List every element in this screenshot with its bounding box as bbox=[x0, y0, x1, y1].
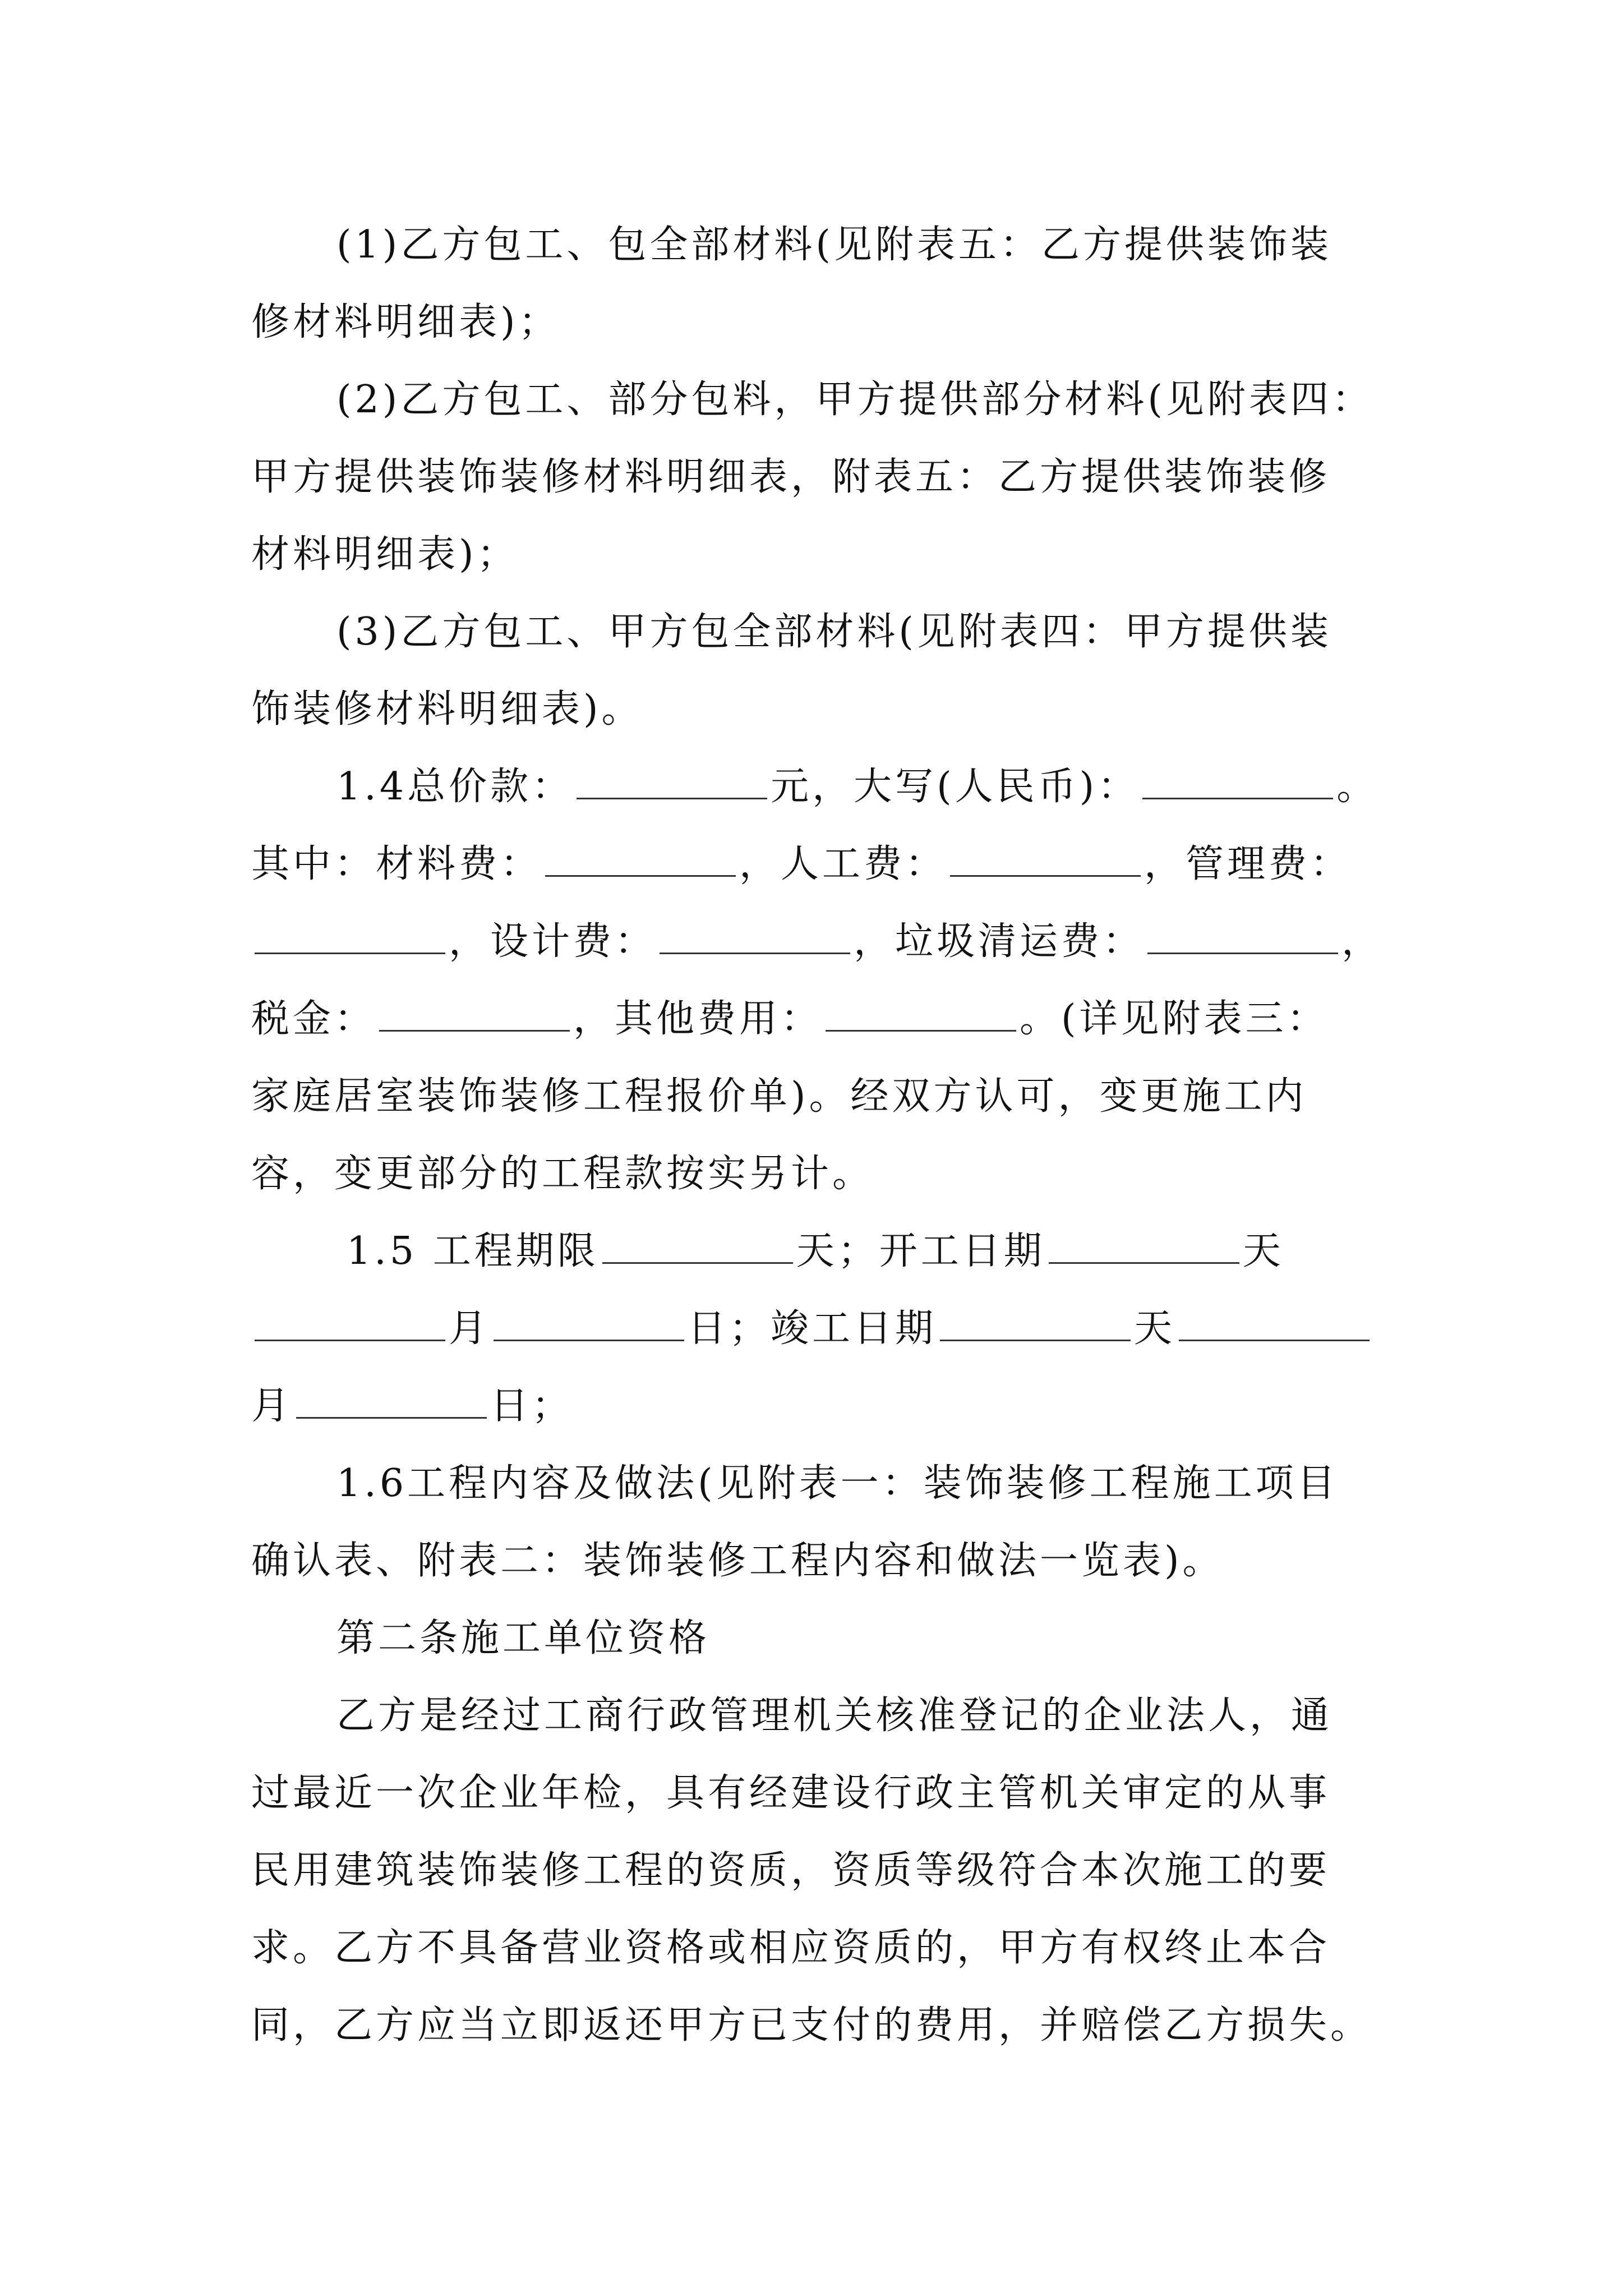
material-fee-blank[interactable] bbox=[545, 841, 736, 877]
content-line-2: 确认表、附表二：装饰装修工程内容和做法一览表)。 bbox=[251, 1539, 1224, 1583]
qualification-line-5: 同，乙方应当立即返还甲方已支付的费用，并赔偿乙方损失。 bbox=[251, 2003, 1372, 2047]
start-day-blank[interactable] bbox=[494, 1306, 684, 1341]
other-fee-blank[interactable] bbox=[826, 996, 1016, 1032]
clause-item-3-line-2: 饰装修材料明细表)。 bbox=[251, 687, 643, 731]
price-line-4: 税金： ，其他费用： 。(详见附表三： bbox=[251, 997, 1329, 1041]
clause-item-2-line-3: 材料明细表)； bbox=[251, 532, 519, 577]
price-line-5: 家庭居室装饰装修工程报价单)。经双方认可，变更施工内 bbox=[251, 1074, 1307, 1119]
price-label: 1.4总价款： bbox=[336, 765, 574, 809]
price-line-2: 其中：材料费： ，人工费： ，管理费： bbox=[251, 842, 1352, 886]
period-line-2: 月 日；竣工日期 天 bbox=[251, 1304, 1373, 1354]
labor-fee-blank[interactable] bbox=[950, 841, 1141, 877]
management-fee-blank[interactable] bbox=[255, 919, 445, 954]
qualification-line-4: 求。乙方不具备营业资格或相应资质的，甲方有权终止本合 bbox=[251, 1926, 1331, 1970]
price-line-1: 1.4总价款： 元，大写(人民币)： 。 bbox=[336, 765, 1378, 809]
clause-item-1-line-2: 修材料明细表)； bbox=[251, 300, 560, 344]
clause-item-3-line-1: (3)乙方包工、甲方包全部材料(见附表四：甲方提供装 bbox=[336, 610, 1332, 654]
clause-item-1-line-1: (1)乙方包工、包全部材料(见附表五：乙方提供装饰装 bbox=[336, 223, 1332, 267]
price-capital-label: 元，大写(人民币)： bbox=[771, 765, 1140, 809]
end-year-blank[interactable] bbox=[940, 1306, 1131, 1341]
total-price-blank[interactable] bbox=[577, 764, 767, 799]
capital-amount-blank[interactable] bbox=[1142, 764, 1333, 799]
duration-days-blank[interactable] bbox=[602, 1228, 793, 1264]
waste-removal-fee-blank[interactable] bbox=[1147, 919, 1338, 954]
qualification-line-3: 民用建筑装饰装修工程的资质，资质等级符合本次施工的要 bbox=[251, 1848, 1331, 1893]
design-fee-blank[interactable] bbox=[660, 919, 850, 954]
clause-item-2-line-1: (2)乙方包工、部分包料，甲方提供部分材料(见附表四： bbox=[336, 378, 1373, 422]
period-line-3: 月 日； bbox=[251, 1384, 574, 1428]
end-day-blank[interactable] bbox=[296, 1383, 487, 1419]
qualification-line-1: 乙方是经过工商行政管理机关核准登记的企业法人，通 bbox=[336, 1694, 1333, 1738]
end-month-blank[interactable] bbox=[1179, 1306, 1370, 1341]
tax-blank[interactable] bbox=[379, 996, 570, 1032]
qualification-line-2: 过最近一次企业年检，具有经建设行政主管机关审定的从事 bbox=[251, 1771, 1331, 1815]
price-line-3: ，设计费： ，垃圾清运费： ， bbox=[251, 917, 1383, 967]
content-line-1: 1.6工程内容及做法(见附表一：装饰装修工程施工项目 bbox=[336, 1461, 1339, 1506]
section-title: 第二条施工单位资格 bbox=[336, 1616, 711, 1660]
period-line-1: 1.5 工程期限 天；开工日期 天 bbox=[347, 1229, 1284, 1273]
clause-item-2-line-2: 甲方提供装饰装修材料明细表，附表五：乙方提供装饰装修 bbox=[251, 455, 1331, 499]
start-month-blank[interactable] bbox=[255, 1306, 445, 1341]
price-line-6: 容，变更部分的工程款按实另计。 bbox=[251, 1152, 874, 1196]
start-year-blank[interactable] bbox=[1049, 1228, 1239, 1264]
